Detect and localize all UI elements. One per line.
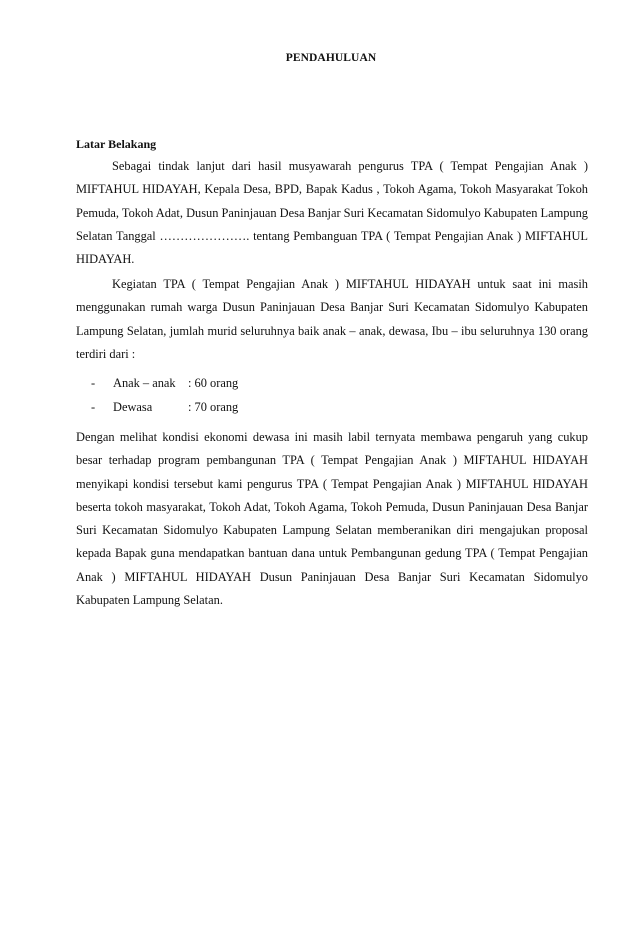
list-item-value: : 70 orang [188, 399, 239, 414]
list-item [76, 372, 376, 396]
paragraph-background-intro: Sebagai tindak lanjut dari hasil musyawarah pengurus TPA ( Tempat Pengajian Anak ) MIFTAHUL HIDAYAH, Kepala Desa, BPD, Bapak Kadus , Tokoh Agama, Tokoh Masyarakat Tokoh Pemuda, Tokoh Adat, Dusun Paninjauan Desa Banjar Suri Kecamatan Sidomulyo Kabupaten Lampung Selatan Tanggal …………………. tentang Pembanguan TPA ( Tempat Pengajian Anak ) MIFTAHUL HIDAYAH. [76, 159, 588, 267]
list-bullet: - [91, 376, 96, 390]
student-breakdown-list [76, 372, 376, 419]
list-item-label: Dewasa [113, 399, 153, 414]
list-bullet: - [91, 399, 96, 414]
paragraph-activity-description: Kegiatan TPA ( Tempat Pengajian Anak ) MIFTAHUL HIDAYAH untuk saat ini masih menggunakan rumah warga Dusun Paninjauan Desa Banjar Suri Kecamatan Sidomulyo Kabupaten Lampung Selatan, jumlah murid seluruhnya baik anak – anak, dewasa, Ibu – ibu seluruhnya 130 orang terdiri dari : [76, 277, 588, 361]
paragraph-proposal-reason: Dengan melihat kondisi ekonomi dewasa ini masih labil ternyata membawa pengaruh yang cukup besar terhadap program pembangunan TPA ( Tempat Pengajian Anak ) MIFTAHUL HIDAYAH menyikapi kondisi tersebut kami pengurus TPA ( Tempat Pengajian Anak ) MIFTAHUL HIDAYAH beserta tokoh masyarakat, Tokoh Adat, Tokoh Agama, Tokoh Pemuda, Dusun Paninjauan Desa Banjar Suri Kecamatan Sidomulyo Kabupaten Lampung Selatan memberanikan diri mengajukan proposal kepada Bapak guna mendapatkan bantuan dana untuk Pembangunan gedung TPA ( Tempat Pengajian Anak ) MIFTAHUL HIDAYAH Dusun Paninjauan Desa Banjar Suri Kecamatan Sidomulyo Kabupaten Lampung Selatan. [76, 430, 588, 608]
list-item-value: : 60 orang [188, 376, 239, 390]
page-title: PENDAHULUAN [285, 52, 377, 64]
list-item-label: Anak – anak [113, 376, 176, 390]
list-item [76, 396, 376, 420]
section-heading: Latar Belakang [76, 137, 157, 151]
